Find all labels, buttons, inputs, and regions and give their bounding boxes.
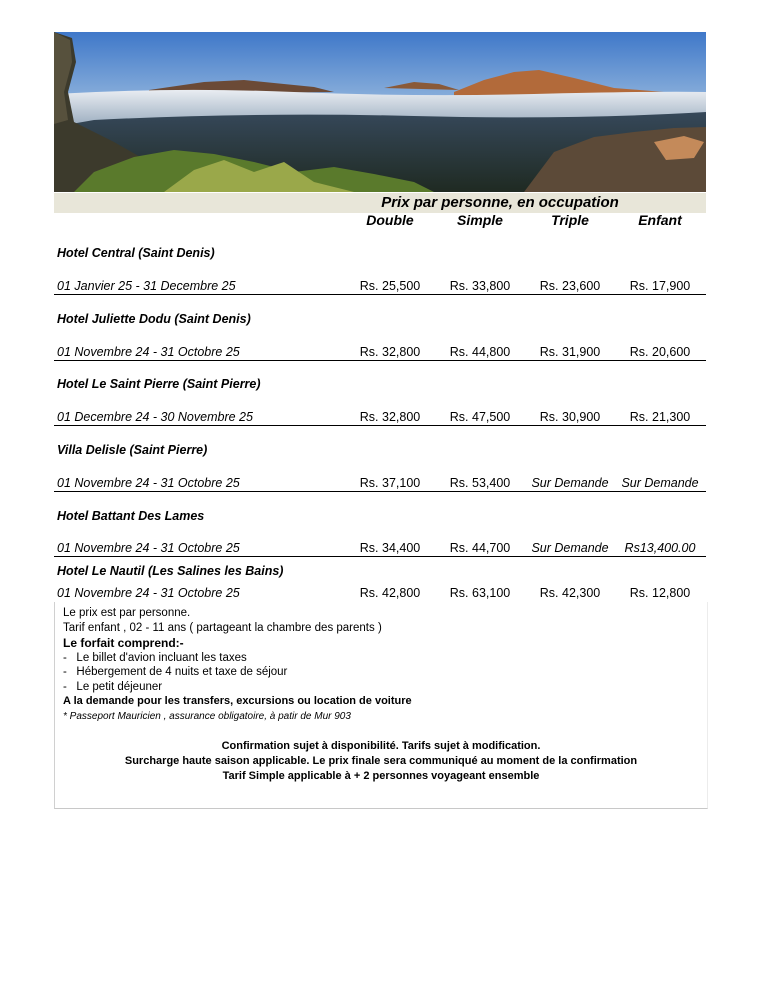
column-enfant: Enfant	[638, 212, 682, 228]
row-divider	[54, 294, 706, 295]
price-enfant: Rs. 17,900	[629, 279, 691, 293]
price-double: Rs. 32,800	[359, 410, 421, 424]
price-triple: Sur Demande	[531, 541, 609, 555]
column-simple: Simple	[457, 212, 503, 228]
hotel-period: 01 Novembre 24 - 31 Octobre 25	[57, 476, 240, 490]
hotel-period: 01 Novembre 24 - 31 Octobre 25	[57, 541, 240, 555]
hotel-period: 01 Janvier 25 - 31 Decembre 25	[57, 279, 236, 293]
hotel-name: Hotel Le Nautil (Les Salines les Bains)	[57, 564, 284, 578]
hotel-name: Hotel Battant Des Lames	[57, 509, 205, 523]
price-header-title: Prix par personne, en occupation	[381, 194, 619, 211]
hotel-name: Hotel Le Saint Pierre (Saint Pierre)	[57, 377, 261, 391]
price-double: Rs. 42,800	[359, 586, 421, 600]
confirm-line: Confirmation sujet à disponibilité. Tarifs sujet à modification.	[221, 740, 541, 752]
price-triple: Rs. 42,300	[539, 586, 601, 600]
note-passport: * Passeport Mauricien , assurance obligatoire, à patir de Mur 903	[63, 711, 351, 722]
row-divider	[54, 491, 706, 492]
forfait-item: - Le billet d'avion incluant les taxes	[63, 652, 247, 664]
note-child-rate: Tarif enfant , 02 - 11 ans ( partageant la chambre des parents )	[63, 622, 382, 634]
price-simple: Rs. 33,800	[449, 279, 511, 293]
price-simple: Rs. 44,800	[449, 345, 511, 359]
price-triple: Rs. 23,600	[539, 279, 601, 293]
price-simple: Rs. 63,100	[449, 586, 511, 600]
forfait-title: Le forfait comprend:-	[63, 636, 184, 650]
price-double: Rs. 32,800	[359, 345, 421, 359]
price-triple: Sur Demande	[531, 476, 609, 490]
hotel-name: Hotel Juliette Dodu (Saint Denis)	[57, 312, 251, 326]
hotel-period: 01 Novembre 24 - 31 Octobre 25	[57, 586, 240, 600]
row-divider	[54, 556, 706, 557]
price-enfant: Rs. 21,300	[629, 410, 691, 424]
forfait-item: - Hébergement de 4 nuits et taxe de séjour	[63, 666, 288, 678]
confirm-line: Surcharge haute saison applicable. Le prix finale sera communiqué au moment de la confirmation	[124, 755, 638, 767]
price-simple: Rs. 47,500	[449, 410, 511, 424]
notes-box	[54, 602, 708, 809]
price-triple: Rs. 30,900	[539, 410, 601, 424]
price-triple: Rs. 31,900	[539, 345, 601, 359]
forfait-item: - Le petit déjeuner	[63, 681, 163, 693]
price-enfant: Rs. 12,800	[629, 586, 691, 600]
price-double: Rs. 25,500	[359, 279, 421, 293]
column-double: Double	[366, 212, 414, 228]
row-divider	[54, 360, 706, 361]
landscape-banner	[54, 32, 706, 192]
price-double: Rs. 34,400	[359, 541, 421, 555]
price-simple: Rs. 53,400	[449, 476, 511, 490]
hotel-period: 01 Novembre 24 - 31 Octobre 25	[57, 345, 240, 359]
row-divider	[54, 425, 706, 426]
price-simple: Rs. 44,700	[449, 541, 511, 555]
price-enfant: Rs. 20,600	[629, 345, 691, 359]
price-double: Rs. 37,100	[359, 476, 421, 490]
note-on-demand: A la demande pour les transfers, excursions ou location de voiture	[63, 695, 412, 707]
hotel-name: Hotel Central (Saint Denis)	[57, 246, 215, 260]
price-enfant: Rs13,400.00	[624, 541, 696, 555]
column-triple: Triple	[551, 212, 589, 228]
hotel-period: 01 Decembre 24 - 30 Novembre 25	[57, 410, 253, 424]
note-per-person: Le prix est par personne.	[63, 607, 191, 619]
hotel-name: Villa Delisle (Saint Pierre)	[57, 443, 208, 457]
price-enfant: Sur Demande	[621, 476, 699, 490]
confirm-line: Tarif Simple applicable à + 2 personnes voyageant ensemble	[222, 770, 540, 782]
